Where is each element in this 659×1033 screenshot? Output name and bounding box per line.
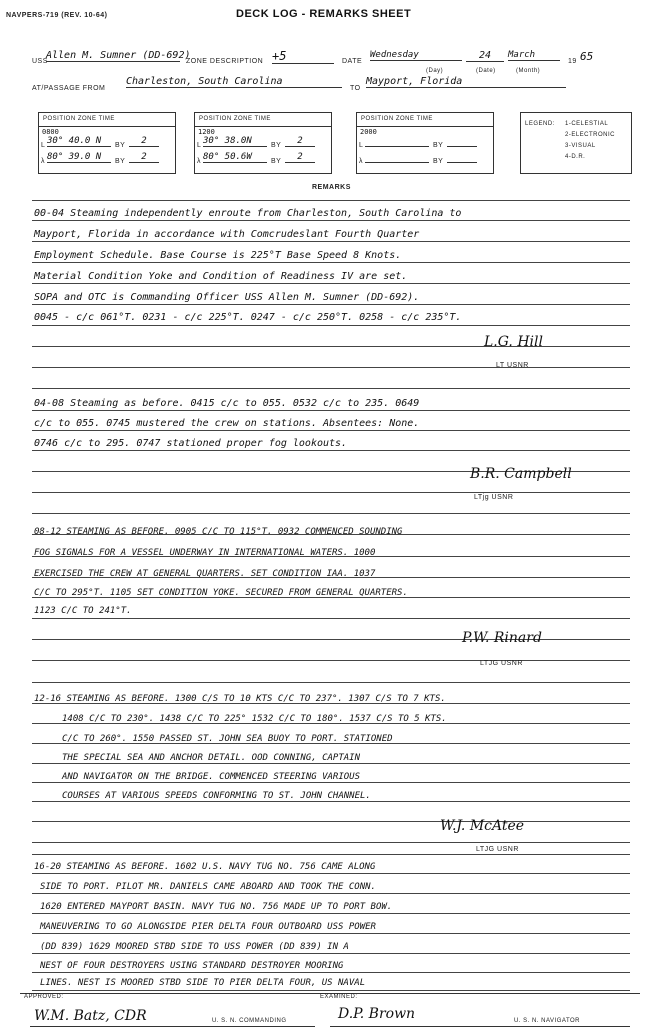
by-label: BY bbox=[271, 142, 282, 149]
log-line: 00-04 Steaming independently enroute from Charleston, South Carolina to bbox=[34, 208, 462, 219]
page-title: DECK LOG - REMARKS SHEET bbox=[236, 8, 412, 20]
log-line: 1408 C/C TO 230°. 1438 C/C TO 225° 1532 C/C TO 180°. 1537 C/S TO 5 KTS. bbox=[62, 714, 447, 724]
ruled-line bbox=[32, 450, 630, 451]
officer-rank: LTJG USNR bbox=[480, 660, 523, 667]
by-label: BY bbox=[433, 142, 444, 149]
month-caption: (Month) bbox=[516, 68, 541, 74]
examiner-signature: D.P. Brown bbox=[338, 1006, 416, 1022]
ruled-line bbox=[32, 990, 630, 991]
year-field: 65 bbox=[580, 50, 594, 63]
ruled-line bbox=[32, 304, 630, 305]
longitude-field: 80° 50.6W bbox=[203, 152, 267, 163]
ruled-line bbox=[32, 492, 630, 493]
ruled-line bbox=[32, 325, 630, 326]
position-time: 1200 bbox=[198, 128, 215, 136]
ruled-line bbox=[32, 842, 630, 843]
ruled-line bbox=[32, 388, 630, 389]
by-field bbox=[447, 146, 477, 147]
ruled-line bbox=[32, 367, 630, 368]
date-field: 24 bbox=[466, 50, 504, 62]
position-header: POSITION ZONE TIME bbox=[43, 116, 115, 122]
legend-item: 1-CELESTIAL bbox=[565, 121, 609, 127]
by-label: BY bbox=[115, 158, 126, 165]
log-line: SIDE TO PORT. PILOT MR. DANIELS CAME ABOARD AND TOOK THE CONN. bbox=[40, 882, 376, 892]
ruled-line bbox=[32, 513, 630, 514]
log-line: 0045 - c/c 061°T. 0231 - c/c 225°T. 0247 - c/c 250°T. 0258 - c/c 235°T. bbox=[34, 312, 462, 323]
officer-rank: LT USNR bbox=[496, 362, 529, 369]
ruled-line bbox=[32, 618, 630, 619]
ruled-line bbox=[32, 430, 630, 431]
log-line: 12-16 STEAMING AS BEFORE. 1300 C/S TO 10 KTS C/C TO 237°. 1307 C/S TO 7 KTS. bbox=[34, 694, 446, 704]
log-line: AND NAVIGATOR ON THE BRIDGE. COMMENCED STEERING VARIOUS bbox=[62, 772, 361, 782]
latitude-field bbox=[365, 146, 429, 147]
ruled-line bbox=[32, 933, 630, 934]
navigator-label: U. S. N. NAVIGATOR bbox=[514, 1018, 581, 1024]
uss-label: USS bbox=[32, 58, 48, 65]
to-label: TO bbox=[350, 85, 361, 92]
log-line: EXERCISED THE CREW AT GENERAL QUARTERS. SET CONDITION IAA. 1037 bbox=[34, 569, 376, 579]
legend-title: LEGEND: bbox=[525, 121, 555, 127]
commanding-label: U. S. N. COMMANDING bbox=[212, 1018, 287, 1024]
officer-rank: LTjg USNR bbox=[474, 494, 514, 501]
log-line: MANEUVERING TO GO ALONGSIDE PIER DELTA FOUR OUTBOARD USS POWER bbox=[40, 922, 376, 932]
ruled-line bbox=[32, 200, 630, 201]
date-label: DATE bbox=[342, 58, 363, 65]
by-field bbox=[447, 162, 477, 163]
ruled-line bbox=[32, 682, 630, 683]
ruled-line bbox=[32, 821, 630, 822]
legend-box bbox=[520, 112, 632, 174]
ruled-line bbox=[32, 763, 630, 764]
ruled-line bbox=[32, 854, 630, 855]
ruled-line bbox=[32, 241, 630, 242]
log-line: Material Condition Yoke and Condition of Readiness IV are set. bbox=[34, 271, 408, 282]
latitude-field: 30° 40.0 N bbox=[47, 136, 111, 147]
latitude-field: 30° 38.0N bbox=[203, 136, 267, 147]
remarks-heading: REMARKS bbox=[312, 184, 351, 191]
ruled-line bbox=[32, 782, 630, 783]
uss-field: Allen M. Sumner (DD-692) bbox=[46, 50, 191, 61]
log-line: 16-20 STEAMING AS BEFORE. 1602 U.S. NAVY TUG NO. 756 CAME ALONG bbox=[34, 862, 376, 872]
log-line: 0746 c/c to 295. 0747 stationed proper fog lookouts. bbox=[34, 438, 348, 449]
log-line: 08-12 STEAMING AS BEFORE. 0905 C/C TO 115°T. 0932 COMMENCED SOUNDING bbox=[34, 527, 403, 537]
ruled-line bbox=[32, 953, 630, 954]
position-box-2000: POSITION ZONE TIME 2000 L BY λ BY bbox=[356, 112, 494, 174]
officer-signature: P.W. Rinard bbox=[462, 630, 542, 646]
officer-rank: LTJG USNR bbox=[476, 846, 519, 853]
longitude-field: 80° 39.0 N bbox=[47, 152, 111, 163]
by-field: 2 bbox=[285, 152, 315, 163]
position-box-0800: POSITION ZONE TIME 0800 L 30° 40.0 N BY 2 λ 80° 39.0 N BY 2 bbox=[38, 112, 176, 174]
position-time: 2000 bbox=[360, 128, 377, 136]
ruled-line bbox=[32, 283, 630, 284]
zone-label: ZONE DESCRIPTION bbox=[186, 58, 264, 65]
ruled-line bbox=[32, 410, 630, 411]
log-line: 1123 C/C TO 241°T. bbox=[34, 606, 132, 616]
date-caption: (Date) bbox=[476, 68, 496, 74]
position-header: POSITION ZONE TIME bbox=[199, 116, 271, 122]
by-field: 2 bbox=[129, 152, 159, 163]
ruled-line bbox=[32, 801, 630, 802]
legend-item: 2-ELECTRONIC bbox=[565, 132, 616, 138]
officer-signature: W.J. McAtee bbox=[440, 818, 525, 834]
by-label: BY bbox=[433, 158, 444, 165]
day-field: Wednesday bbox=[370, 50, 462, 61]
form-id: NAVPERS-719 (REV. 10-64) bbox=[6, 12, 108, 19]
ruled-line bbox=[32, 913, 630, 914]
ruled-line bbox=[32, 972, 630, 973]
ruled-line bbox=[32, 660, 630, 661]
position-box-1200: POSITION ZONE TIME 1200 L 30° 38.0N BY 2 λ 80° 50.6W BY 2 bbox=[194, 112, 332, 174]
log-line: SOPA and OTC is Commanding Officer USS Allen M. Sumner (DD-692). bbox=[34, 292, 420, 303]
from-field: Charleston, South Carolina bbox=[126, 76, 342, 88]
log-line: FOG SIGNALS FOR A VESSEL UNDERWAY IN INTERNATIONAL WATERS. 1000 bbox=[34, 548, 376, 558]
log-line: COURSES AT VARIOUS SPEEDS CONFORMING TO ST. JOHN CHANNEL. bbox=[62, 791, 371, 801]
year-prefix: 19 bbox=[568, 58, 577, 65]
approved-label: APPROVED: bbox=[24, 994, 64, 1000]
by-label: BY bbox=[271, 158, 282, 165]
position-header: POSITION ZONE TIME bbox=[361, 116, 433, 122]
log-line: Employment Schedule. Base Course is 225°T Base Speed 8 Knots. bbox=[34, 250, 402, 261]
passage-label: AT/PASSAGE FROM bbox=[32, 85, 106, 92]
legend-item: 4-D.R. bbox=[565, 154, 586, 160]
log-line: (DD 839) 1629 MOORED STBD SIDE TO USS POWER (DD 839) IN A bbox=[40, 942, 349, 952]
longitude-field bbox=[365, 162, 429, 163]
day-caption: (Day) bbox=[426, 68, 444, 74]
by-field: 2 bbox=[285, 136, 315, 147]
ruled-line bbox=[32, 893, 630, 894]
log-line: THE SPECIAL SEA AND ANCHOR DETAIL. OOD CONNING, CAPTAIN bbox=[62, 753, 361, 763]
to-field: Mayport, Florida bbox=[366, 76, 566, 88]
zone-field: +5 bbox=[272, 49, 334, 64]
officer-signature: L.G. Hill bbox=[484, 334, 543, 350]
by-label: BY bbox=[115, 142, 126, 149]
ruled-line bbox=[32, 873, 630, 874]
log-line: 04-08 Steaming as before. 0415 c/c to 055. 0532 c/c to 235. 0649 bbox=[34, 398, 420, 409]
log-line: Mayport, Florida in accordance with Comcrudeslant Fourth Quarter bbox=[34, 229, 420, 240]
month-field: March bbox=[508, 50, 560, 61]
officer-signature: B.R. Campbell bbox=[470, 466, 572, 482]
ruled-line bbox=[32, 220, 630, 221]
log-line: C/C TO 260°. 1550 PASSED ST. JOHN SEA BUOY TO PORT. STATIONED bbox=[62, 734, 393, 744]
log-line: NEST OF FOUR DESTROYERS USING STANDARD DESTROYER MOORING bbox=[40, 961, 344, 971]
log-line: LINES. NEST IS MOORED STBD SIDE TO PIER DELTA FOUR, US NAVAL bbox=[40, 978, 366, 988]
log-line: C/C TO 295°T. 1105 SET CONDITION YOKE. SECURED FROM GENERAL QUARTERS. bbox=[34, 588, 408, 598]
examined-label: EXAMINED: bbox=[320, 994, 358, 1000]
by-field: 2 bbox=[129, 136, 159, 147]
legend-item: 3-VISUAL bbox=[565, 143, 596, 149]
approver-signature: W.M. Batz, CDR bbox=[34, 1008, 147, 1024]
log-line: 1620 ENTERED MAYPORT BASIN. NAVY TUG NO. 756 MADE UP TO PORT BOW. bbox=[40, 902, 393, 912]
ruled-line bbox=[32, 262, 630, 263]
log-line: c/c to 055. 0745 mustered the crew on stations. Absentees: None. bbox=[34, 418, 420, 429]
position-time: 0800 bbox=[42, 128, 59, 136]
